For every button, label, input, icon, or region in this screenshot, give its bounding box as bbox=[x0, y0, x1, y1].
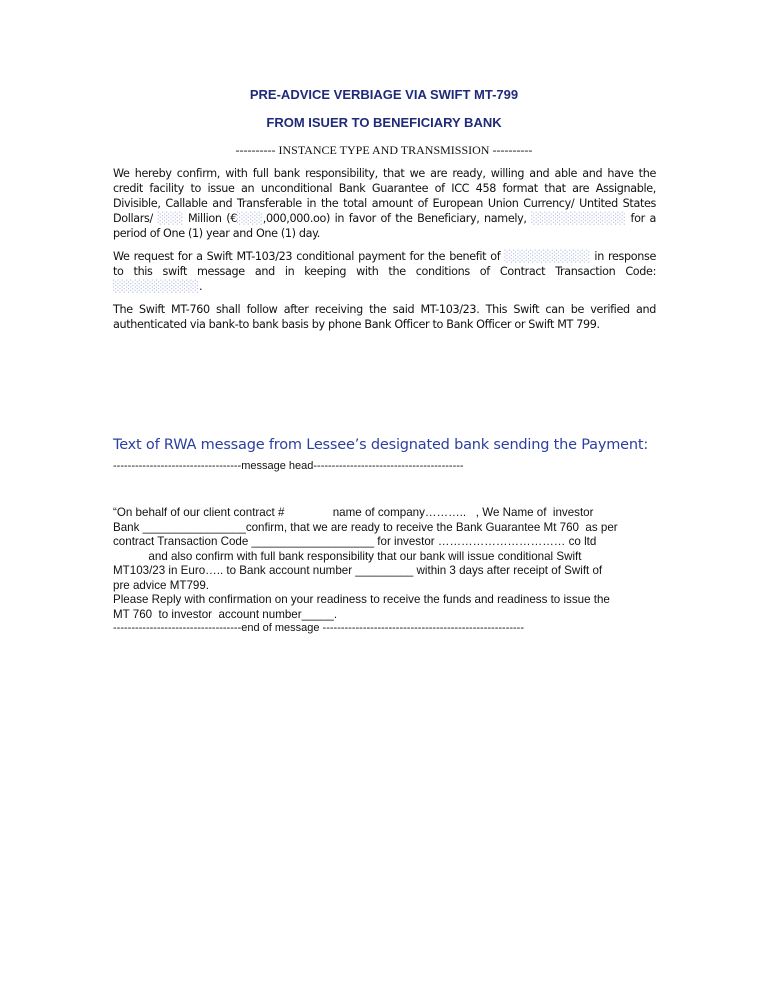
text-span: ,000,000.oo) in favor of the Beneficiary, namely, bbox=[262, 212, 532, 225]
message-line: and also confirm with full bank responsibility that our bank will issue conditional Swift bbox=[113, 549, 582, 563]
message-end-divider: -----------------------------------end of message ------------------------------------------------------- bbox=[113, 622, 525, 634]
text-span: . bbox=[199, 280, 203, 293]
rwa-heading: Text of RWA message from Lessee’s designated bank sending the Payment: bbox=[113, 437, 649, 453]
redacted-placeholder: ░░░ bbox=[157, 212, 184, 225]
verification-paragraph: The Swift MT-760 shall follow after receiving the said MT-103/23. This Swift can be verified and authenticated via bank-to bank basis by phone Bank Officer to Bank Officer or Swift MT 799. bbox=[113, 303, 656, 331]
redacted-placeholder: ░░░░░░░░░░ bbox=[113, 280, 200, 293]
message-line: “On behalf of our client contract # name of company……….. , We Name of investor bbox=[113, 506, 594, 519]
message-line: Bank ________________confirm, that we are ready to receive the Bank Guarantee Mt 760 as per bbox=[113, 520, 618, 534]
document-subtitle: FROM ISUER TO BENEFICIARY BANK bbox=[266, 115, 502, 130]
text-span: We hereby confirm, with full bank responsibility, that we are ready, willing and able and have the credit facility to issue an unconditional Bank Guarantee of ICC 458 format that are Assignable, Divisible, Callable and Transferable in the total amount of European Union Currency/ Untited States Dollars/ bbox=[113, 167, 656, 225]
request-paragraph bbox=[113, 249, 656, 294]
message-line: MT103/23 in Euro….. to Bank account number _________ within 3 days after receipt of Swift of bbox=[113, 564, 603, 577]
message-line: pre advice MT799. bbox=[113, 578, 210, 592]
text-span: for a period of One (1) year and One (1) day. bbox=[113, 212, 656, 240]
text-span: We request for a Swift MT-103/23 conditional payment for the benefit of bbox=[113, 250, 505, 263]
redacted-placeholder: ░░░░░░░░░░░ bbox=[531, 212, 626, 225]
text-span: Million (€ bbox=[183, 212, 237, 225]
confirmation-paragraph bbox=[113, 166, 656, 241]
message-line: MT 760 to investor account number_____. bbox=[113, 607, 338, 621]
message-line: Please Reply with confirmation on your readiness to receive the funds and readiness to issue the bbox=[113, 593, 610, 606]
message-line: contract Transaction Code ___________________ for investor …………………………… co ltd bbox=[113, 535, 597, 548]
message-head-divider: -----------------------------------message head----------------------------------------- bbox=[113, 460, 464, 472]
redacted-placeholder: ░░░░░░░░░░ bbox=[504, 250, 591, 263]
message-body bbox=[113, 506, 673, 622]
redacted-placeholder: ░░░ bbox=[236, 212, 263, 225]
text-span: in response to this swift message and in keeping with the conditions of Contract Transaction Code: bbox=[113, 250, 656, 278]
document-title: PRE-ADVICE VERBIAGE VIA SWIFT MT-799 bbox=[249, 87, 519, 102]
section-divider: ---------- INSTANCE TYPE AND TRANSMISSION ---------- bbox=[235, 143, 533, 157]
